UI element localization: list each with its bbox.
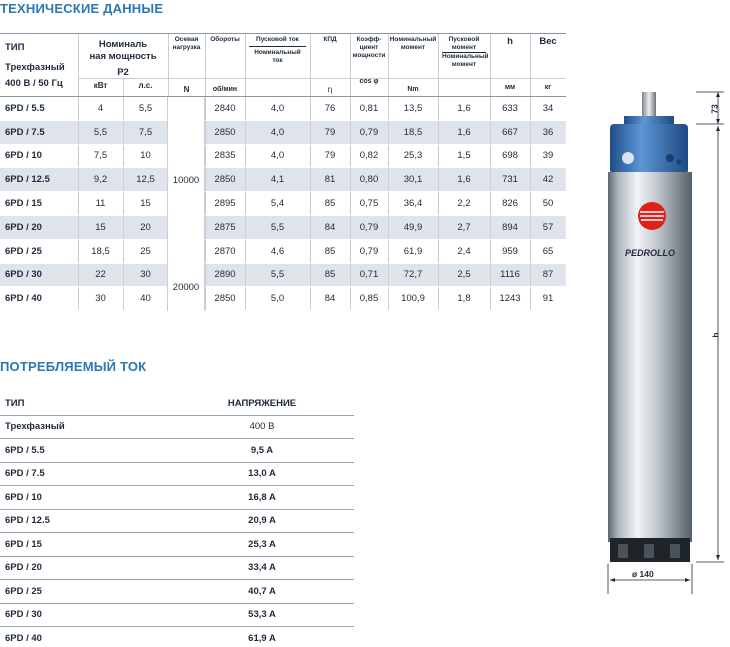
current-row-type: 6PD / 10 bbox=[5, 491, 42, 503]
cell-torque: 30,1 bbox=[403, 174, 423, 186]
cell-st: 1,6 bbox=[457, 126, 471, 138]
tech-table-body bbox=[0, 97, 566, 311]
cell-pf: 0,82 bbox=[359, 150, 379, 162]
cell-type: 6PD / 20 bbox=[5, 221, 42, 233]
header-start-current: Пусковой ток bbox=[256, 36, 299, 43]
header-nominal-power-1: Номиналь bbox=[98, 39, 148, 50]
cell-hp: 7,5 bbox=[138, 126, 153, 138]
cell-start: 4,0 bbox=[270, 126, 285, 138]
cell-eff: 85 bbox=[324, 198, 336, 210]
cell-st: 1,6 bbox=[457, 102, 471, 114]
cell-start: 5,4 bbox=[270, 198, 285, 210]
cell-rpm: 2850 bbox=[214, 174, 236, 186]
pedrollo-brand-text: PEDROLLO bbox=[624, 248, 676, 258]
current-table-row bbox=[0, 604, 354, 628]
tech-table-row bbox=[0, 121, 566, 145]
header-axial-2: нагрузка bbox=[172, 44, 201, 51]
cell-type: 6PD / 5.5 bbox=[5, 102, 45, 114]
current-row-value: 40,7 A bbox=[248, 585, 276, 597]
current-row-value: 53,3 A bbox=[248, 609, 276, 621]
axial-load-10000: 10000 bbox=[167, 97, 205, 264]
cell-w: 65 bbox=[542, 245, 554, 257]
cell-rpm: 2835 bbox=[214, 150, 236, 162]
cell-pf: 0,79 bbox=[359, 126, 379, 138]
current-row-type: 6PD / 40 bbox=[5, 632, 42, 644]
header-weight: Вес bbox=[539, 36, 557, 47]
cell-type: 6PD / 15 bbox=[5, 198, 42, 210]
dim-diameter-label: ø 140 bbox=[632, 569, 654, 579]
cell-hp: 20 bbox=[140, 221, 151, 233]
pump-shaft bbox=[642, 92, 656, 120]
header-nominal-current: Номинальный ток bbox=[249, 46, 306, 65]
cell-eff: 84 bbox=[324, 293, 336, 305]
current-header-type: ТИП bbox=[5, 397, 25, 409]
cell-w: 87 bbox=[542, 269, 554, 281]
current-header-row bbox=[0, 392, 354, 416]
cell-h: 959 bbox=[502, 245, 518, 257]
tech-data-table bbox=[0, 33, 566, 311]
header-axial-unit: N bbox=[183, 85, 190, 94]
current-row-value: 25,3 A bbox=[248, 538, 276, 550]
axial-load-20000: 20000 bbox=[167, 264, 205, 312]
current-row-type: 6PD / 12.5 bbox=[5, 515, 50, 527]
cell-torque: 25,3 bbox=[403, 150, 423, 162]
cell-pf: 0,79 bbox=[359, 245, 379, 257]
pump-blue-head bbox=[610, 124, 688, 174]
current-row-type: 6PD / 25 bbox=[5, 585, 42, 597]
cell-rpm: 2840 bbox=[214, 102, 236, 114]
cell-eff: 79 bbox=[324, 150, 336, 162]
cell-pf: 0,85 bbox=[359, 293, 379, 305]
head-bolt-left bbox=[622, 152, 634, 164]
cell-kw: 18,5 bbox=[91, 245, 110, 257]
cell-h: 894 bbox=[502, 221, 518, 233]
header-start-torque-3: Номинальный bbox=[442, 53, 489, 60]
cell-torque: 13,5 bbox=[403, 102, 423, 114]
cell-kw: 30 bbox=[95, 293, 106, 305]
cell-type: 6PD / 25 bbox=[5, 245, 42, 257]
header-start-torque-1: Пусковой bbox=[448, 36, 480, 43]
cell-eff: 85 bbox=[324, 269, 336, 281]
cell-pf: 0,71 bbox=[359, 269, 379, 281]
tech-table-row bbox=[0, 287, 566, 311]
cell-kw: 11 bbox=[95, 198, 106, 210]
header-axial-1: Осевая bbox=[174, 36, 199, 43]
cell-pf: 0,80 bbox=[359, 174, 379, 186]
cell-eff: 84 bbox=[324, 221, 336, 233]
current-table-row bbox=[0, 557, 354, 581]
header-rpm: Обороты bbox=[210, 36, 240, 43]
cell-torque: 36,4 bbox=[403, 198, 423, 210]
current-table-row bbox=[0, 439, 354, 463]
header-h: h bbox=[507, 36, 513, 47]
pump-drawing bbox=[596, 86, 730, 596]
cell-type: 6PD / 12.5 bbox=[5, 174, 50, 186]
cell-hp: 40 bbox=[140, 293, 151, 305]
header-hp: л.с. bbox=[138, 81, 153, 90]
cell-h: 667 bbox=[502, 126, 518, 138]
cell-rpm: 2895 bbox=[214, 198, 236, 210]
cell-h: 826 bbox=[502, 198, 518, 210]
current-voltage: 400 В bbox=[249, 421, 275, 433]
cell-start: 5,5 bbox=[270, 269, 285, 281]
header-weight-unit: кг bbox=[544, 84, 552, 91]
cell-eff: 76 bbox=[324, 102, 336, 114]
header-p2: P2 bbox=[117, 67, 129, 78]
cell-torque: 72,7 bbox=[403, 269, 423, 281]
cell-h: 1116 bbox=[500, 269, 520, 281]
header-type: ТИП bbox=[5, 42, 25, 53]
current-row-type: 6PD / 5.5 bbox=[5, 444, 45, 456]
header-efficiency-unit: η bbox=[327, 85, 333, 94]
current-row-value: 9,5 A bbox=[250, 444, 274, 456]
cell-start: 5,5 bbox=[270, 221, 285, 233]
current-header-voltage: НАПРЯЖЕНИЕ bbox=[227, 397, 297, 409]
header-pf-3: мощности bbox=[352, 52, 386, 59]
cell-type: 6PD / 10 bbox=[5, 150, 42, 162]
cell-eff: 81 bbox=[324, 174, 336, 186]
cell-torque: 100,9 bbox=[401, 293, 425, 305]
cell-start: 4,6 bbox=[270, 245, 285, 257]
cell-kw: 4 bbox=[97, 102, 104, 114]
header-torque-unit: Nm bbox=[407, 86, 419, 93]
tech-table-row bbox=[0, 216, 566, 240]
current-row-type: 6PD / 7.5 bbox=[5, 468, 45, 480]
cell-w: 50 bbox=[542, 198, 554, 210]
cell-hp: 10 bbox=[140, 150, 151, 162]
cell-hp: 15 bbox=[140, 198, 151, 210]
cell-pf: 0,79 bbox=[359, 221, 379, 233]
current-row-value: 20,9 A bbox=[248, 515, 276, 527]
current-title: ПОТРЕБЛЯЕМЫЙ ТОК bbox=[0, 359, 147, 374]
cell-st: 2,5 bbox=[457, 269, 471, 281]
cell-w: 91 bbox=[542, 293, 554, 305]
tech-table-row bbox=[0, 97, 566, 121]
cell-rpm: 2850 bbox=[214, 293, 236, 305]
tech-table-row bbox=[0, 264, 566, 288]
current-table-row bbox=[0, 627, 354, 647]
cell-kw: 7,5 bbox=[93, 150, 108, 162]
current-row-type: 6PD / 30 bbox=[5, 609, 42, 621]
header-pf-unit: cos φ bbox=[359, 78, 379, 85]
cell-pf: 0,81 bbox=[359, 102, 379, 114]
cell-h: 731 bbox=[502, 174, 518, 186]
current-subheader-row bbox=[0, 416, 354, 440]
cell-hp: 25 bbox=[140, 245, 151, 257]
current-table-row bbox=[0, 510, 354, 534]
tech-table-row bbox=[0, 192, 566, 216]
cell-st: 1,6 bbox=[457, 174, 471, 186]
cell-eff: 79 bbox=[324, 126, 336, 138]
current-phase: Трехфазный bbox=[5, 421, 65, 433]
cell-torque: 18,5 bbox=[403, 126, 423, 138]
current-row-value: 61,9 A bbox=[248, 632, 276, 644]
cell-rpm: 2875 bbox=[214, 221, 236, 233]
current-table bbox=[0, 392, 354, 647]
current-table-row bbox=[0, 533, 354, 557]
tech-table-row bbox=[0, 240, 566, 264]
cell-rpm: 2870 bbox=[214, 245, 236, 257]
cell-hp: 12,5 bbox=[136, 174, 155, 186]
header-torque-2: момент bbox=[400, 44, 426, 51]
cell-kw: 5,5 bbox=[93, 126, 108, 138]
cell-start: 4,0 bbox=[270, 102, 285, 114]
header-phase: Трехфазный bbox=[5, 62, 65, 73]
cell-hp: 5,5 bbox=[138, 102, 153, 114]
header-pf-1: Коэфф- bbox=[356, 36, 382, 43]
cell-hp: 30 bbox=[140, 269, 151, 281]
cell-st: 1,5 bbox=[457, 150, 471, 162]
header-kw: кВт bbox=[93, 81, 108, 90]
head-bolt-small bbox=[677, 160, 682, 165]
cell-kw: 9,2 bbox=[93, 174, 108, 186]
current-row-value: 13,0 A bbox=[248, 468, 276, 480]
cell-w: 34 bbox=[542, 102, 554, 114]
tech-table-row bbox=[0, 145, 566, 169]
cell-w: 42 bbox=[542, 174, 554, 186]
head-bolt-right bbox=[666, 154, 674, 162]
cell-rpm: 2850 bbox=[214, 126, 236, 138]
cell-type: 6PD / 40 bbox=[5, 293, 42, 305]
header-efficiency: КПД bbox=[323, 36, 337, 43]
cell-torque: 61,9 bbox=[403, 245, 423, 257]
header-pf-2: циент bbox=[359, 44, 379, 51]
header-start-torque-2: момент bbox=[451, 44, 477, 51]
cell-pf: 0,75 bbox=[359, 198, 379, 210]
dim-top-label: 73 bbox=[709, 104, 720, 114]
tech-table-header bbox=[0, 33, 566, 97]
header-start-torque-4: момент bbox=[451, 61, 477, 68]
header-h-unit: мм bbox=[504, 84, 516, 91]
header-voltage: 400 В / 50 Гц bbox=[5, 78, 63, 89]
cell-start: 5,0 bbox=[270, 293, 285, 305]
current-row-type: 6PD / 15 bbox=[5, 538, 42, 550]
cell-type: 6PD / 30 bbox=[5, 269, 42, 281]
current-row-value: 33,4 A bbox=[248, 562, 276, 574]
cell-type: 6PD / 7.5 bbox=[5, 126, 45, 138]
cell-eff: 85 bbox=[324, 245, 336, 257]
current-table-row bbox=[0, 463, 354, 487]
cell-st: 2,2 bbox=[457, 198, 471, 210]
cell-st: 1,8 bbox=[457, 293, 471, 305]
cell-w: 39 bbox=[542, 150, 554, 162]
current-table-row bbox=[0, 580, 354, 604]
cell-torque: 49,9 bbox=[403, 221, 423, 233]
header-rpm-unit: об/мин bbox=[212, 86, 238, 93]
dim-h-label: h bbox=[710, 332, 721, 338]
cell-h: 633 bbox=[502, 102, 518, 114]
current-row-type: 6PD / 20 bbox=[5, 562, 42, 574]
cell-kw: 15 bbox=[95, 221, 106, 233]
header-nominal-power-2: ная мощность bbox=[89, 51, 157, 62]
current-table-row bbox=[0, 486, 354, 510]
cell-w: 36 bbox=[542, 126, 554, 138]
cell-start: 4,0 bbox=[270, 150, 285, 162]
tech-table-row bbox=[0, 168, 566, 192]
current-row-value: 16,8 A bbox=[248, 491, 276, 503]
header-torque-1: Номинальный bbox=[389, 36, 437, 43]
tech-data-title: ТЕХНИЧЕСКИЕ ДАННЫЕ bbox=[0, 1, 164, 16]
cell-kw: 22 bbox=[95, 269, 106, 281]
cell-st: 2,7 bbox=[457, 221, 471, 233]
cell-h: 1243 bbox=[499, 293, 521, 305]
cell-start: 4,1 bbox=[270, 174, 285, 186]
cell-st: 2,4 bbox=[457, 245, 471, 257]
cell-w: 57 bbox=[542, 221, 554, 233]
cell-h: 698 bbox=[502, 150, 518, 162]
cell-rpm: 2890 bbox=[214, 269, 236, 281]
